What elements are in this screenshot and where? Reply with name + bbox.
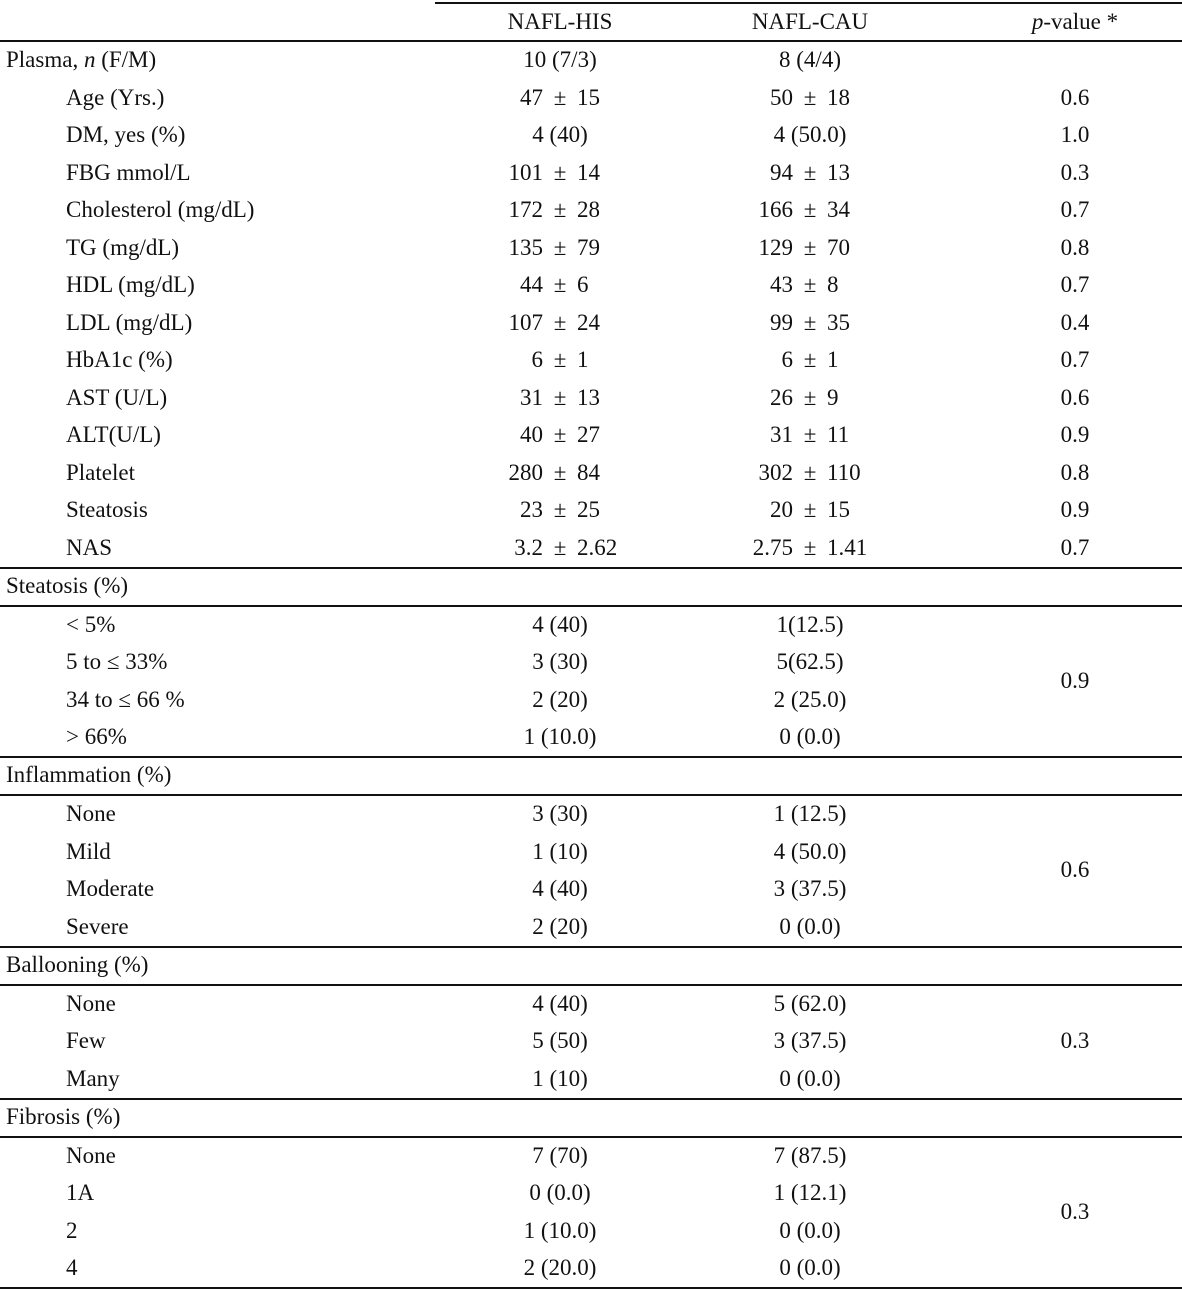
cau-value: 5 (62.0)	[773, 990, 847, 1016]
row-label: Moderate	[66, 876, 155, 901]
p-value: 0.9	[1060, 497, 1090, 522]
cau-value: 3 (37.5)	[773, 876, 847, 901]
header-p-value	[975, 9, 1175, 35]
mean-value: 135	[508, 234, 543, 260]
his-value: 1 (10.0)	[523, 724, 597, 749]
his-value: 4 (40)	[532, 611, 588, 637]
mean-value: 6	[531, 347, 543, 372]
cau-value: 4 (50.0)	[773, 122, 847, 147]
row-label: Severe	[66, 913, 129, 939]
cau-mean-sd	[660, 160, 960, 186]
plus-minus-symbol: ±	[553, 384, 567, 410]
row-label: NAS	[66, 534, 113, 560]
plus-minus-symbol: ±	[803, 347, 817, 372]
his-value: 2 (20.0)	[523, 1255, 597, 1280]
cau-value: 1 (12.5)	[773, 801, 847, 826]
sd-value: 34	[827, 197, 850, 222]
mean-value: 6	[781, 347, 793, 372]
header-nafl-cau: NAFL-CAU	[751, 9, 869, 34]
his-value: 1 (10)	[532, 838, 588, 864]
plus-minus-symbol: ±	[553, 347, 567, 372]
sd-value: 9	[827, 384, 839, 410]
his-value: 4 (40)	[532, 990, 588, 1016]
plus-minus-symbol: ±	[803, 234, 817, 260]
sd-value: 110	[827, 459, 861, 485]
cau-mean-sd	[660, 272, 960, 298]
row-label: LDL (mg/dL)	[66, 309, 193, 335]
p-italic: p	[1031, 9, 1044, 34]
his-value: 2 (20)	[532, 913, 588, 939]
cau-mean-sd	[660, 460, 960, 486]
mean-value: 172	[508, 197, 543, 222]
cau-value: 0 (0.0)	[779, 1065, 841, 1091]
plasma-prefix: Plasma,	[6, 47, 84, 72]
sd-value: 35	[827, 309, 850, 335]
row-label: HDL (mg/dL)	[66, 272, 195, 297]
plus-minus-symbol: ±	[553, 309, 567, 335]
plus-minus-symbol: ±	[803, 534, 817, 560]
row-label: 34 to ≤ 66 %	[66, 686, 185, 712]
row-label: FBG mmol/L	[66, 159, 191, 185]
cau-mean-sd	[660, 385, 960, 411]
plus-minus-symbol: ±	[553, 197, 567, 222]
cau-value: 5(62.5)	[776, 649, 844, 674]
row-label: Mild	[66, 838, 111, 864]
section-rule	[0, 946, 1182, 948]
row-label: Platelet	[66, 459, 135, 485]
row-label: None	[66, 1142, 116, 1168]
row-label: < 5%	[66, 611, 116, 637]
mean-value: 23	[520, 497, 543, 522]
plasma-label	[6, 47, 156, 73]
header-rule	[0, 40, 1182, 42]
plus-minus-symbol: ±	[553, 459, 567, 485]
plus-minus-symbol: ±	[553, 272, 567, 297]
plus-minus-symbol: ±	[803, 384, 817, 410]
sd-value: 1	[577, 347, 589, 372]
his-value: 3 (30)	[532, 801, 588, 826]
his-value: 1 (10)	[532, 1065, 588, 1091]
sd-value: 1	[827, 347, 839, 372]
sd-value: 27	[577, 422, 600, 447]
mean-value: 3.2	[514, 534, 543, 560]
mean-value: 101	[508, 159, 543, 185]
his-value: 7 (70)	[532, 1142, 588, 1168]
p-value: 0.8	[1060, 459, 1090, 485]
sd-value: 28	[577, 197, 600, 222]
row-label: Many	[66, 1065, 120, 1091]
p-value: 0.7	[1060, 197, 1090, 222]
mean-value: 107	[508, 309, 543, 335]
cau-value: 1 (12.1)	[773, 1180, 847, 1205]
sd-value: 1.41	[827, 534, 868, 560]
plus-minus-symbol: ±	[803, 272, 817, 297]
plasma-his: 10 (7/3)	[523, 47, 597, 72]
row-label: ALT(U/L)	[66, 422, 161, 447]
section-rule	[0, 756, 1182, 758]
header-nafl-his: NAFL-HIS	[507, 9, 613, 34]
mean-value: 40	[520, 422, 543, 447]
plus-minus-symbol: ±	[803, 197, 817, 222]
row-label: None	[66, 801, 116, 826]
p-value: 0.8	[1060, 234, 1090, 260]
his-value: 0 (0.0)	[529, 1180, 591, 1205]
sd-value: 24	[577, 309, 600, 335]
mean-value: 94	[770, 159, 793, 185]
plasma-cau: 8 (4/4)	[779, 47, 841, 72]
sd-value: 18	[827, 84, 850, 110]
p-value: 0.6	[1060, 384, 1090, 410]
section-header-rule	[0, 984, 1182, 986]
mean-value: 44	[520, 272, 543, 297]
section-rule	[0, 1098, 1182, 1100]
mean-value: 129	[758, 234, 793, 260]
plasma-n-italic: n	[83, 47, 96, 72]
row-label: DM, yes (%)	[66, 122, 186, 147]
plus-minus-symbol: ±	[803, 309, 817, 335]
plus-minus-symbol: ±	[803, 459, 817, 485]
p-value: 0.6	[1060, 84, 1090, 110]
cau-value: 3 (37.5)	[773, 1028, 847, 1053]
cau-value: 0 (0.0)	[779, 724, 841, 749]
his-value: 4 (40)	[532, 876, 588, 901]
sd-value: 11	[827, 422, 850, 447]
sd-value: 15	[577, 84, 600, 110]
mean-value: 99	[770, 309, 793, 335]
row-label: AST (U/L)	[66, 384, 168, 410]
row-label: Cholesterol (mg/dL)	[66, 197, 255, 222]
mean-value: 31	[520, 384, 543, 410]
plus-minus-symbol: ±	[803, 422, 817, 447]
plus-minus-symbol: ±	[803, 84, 817, 110]
sd-value: 15	[827, 497, 850, 522]
p-value-label: -value *	[1043, 9, 1119, 34]
section-p-value: 0.6	[1060, 857, 1090, 883]
cau-mean-sd	[660, 347, 960, 373]
mean-value: 166	[758, 197, 793, 222]
row-label: > 66%	[66, 724, 127, 749]
plus-minus-symbol: ±	[553, 534, 567, 560]
row-label: Few	[66, 1028, 106, 1053]
cau-mean-sd	[660, 310, 960, 336]
row-label: 5 to ≤ 33%	[66, 649, 168, 674]
cau-mean-sd	[660, 85, 960, 111]
mean-value: 31	[770, 422, 793, 447]
section-header-rule	[0, 605, 1182, 607]
cau-value: 2 (25.0)	[773, 686, 847, 712]
cau-mean-sd	[660, 497, 960, 523]
sd-value: 8	[827, 272, 839, 297]
his-value: 2 (20)	[532, 686, 588, 712]
plus-minus-symbol: ±	[803, 497, 817, 522]
p-value: 1.0	[1060, 122, 1090, 147]
section-p-value: 0.3	[1060, 1028, 1090, 1053]
cau-value: 7 (87.5)	[773, 1142, 847, 1168]
section-label: Fibrosis (%)	[6, 1103, 121, 1129]
his-value: 5 (50)	[532, 1028, 588, 1053]
section-rule	[0, 567, 1182, 569]
his-value: 1 (10.0)	[523, 1217, 597, 1243]
sd-value: 25	[577, 497, 600, 522]
section-p-value: 0.9	[1060, 667, 1090, 693]
row-label: HbA1c (%)	[66, 347, 173, 372]
row-label: 1A	[66, 1180, 95, 1205]
plus-minus-symbol: ±	[553, 497, 567, 522]
plus-minus-symbol: ±	[803, 159, 817, 185]
section-header-rule	[0, 794, 1182, 796]
his-value: 4 (40)	[532, 122, 588, 147]
section-p-value: 0.3	[1060, 1198, 1090, 1224]
his-value: 3 (30)	[532, 649, 588, 674]
sd-value: 6	[577, 272, 589, 297]
cau-value: 1(12.5)	[776, 611, 844, 637]
cau-mean-sd	[660, 535, 960, 561]
mean-value: 280	[508, 459, 543, 485]
row-label: TG (mg/dL)	[66, 234, 180, 260]
mean-value: 43	[770, 272, 793, 297]
cau-value: 0 (0.0)	[779, 1255, 841, 1280]
p-value: 0.3	[1060, 159, 1090, 185]
row-label: None	[66, 990, 116, 1016]
sd-value: 79	[577, 234, 600, 260]
sd-value: 13	[577, 384, 600, 410]
row-label: 4	[66, 1255, 78, 1280]
p-value: 0.7	[1060, 347, 1090, 372]
mean-value: 20	[770, 497, 793, 522]
section-header-rule	[0, 1136, 1182, 1138]
sd-value: 14	[577, 159, 600, 185]
p-value: 0.9	[1060, 422, 1090, 447]
row-label: Age (Yrs.)	[66, 84, 165, 110]
p-value: 0.4	[1060, 309, 1090, 335]
cau-value: 0 (0.0)	[779, 913, 841, 939]
p-value: 0.7	[1060, 534, 1090, 560]
cau-value: 0 (0.0)	[779, 1217, 841, 1243]
mean-value: 26	[770, 384, 793, 410]
section-label: Inflammation (%)	[6, 762, 172, 787]
plus-minus-symbol: ±	[553, 234, 567, 260]
plasma-suffix: (F/M)	[95, 47, 157, 72]
plus-minus-symbol: ±	[553, 159, 567, 185]
mean-value: 47	[520, 84, 543, 110]
section-label: Steatosis (%)	[6, 572, 129, 598]
cau-mean-sd	[660, 235, 960, 261]
plus-minus-symbol: ±	[553, 84, 567, 110]
mean-value: 302	[758, 459, 793, 485]
row-label: Steatosis	[66, 497, 148, 522]
mean-value: 2.75	[752, 534, 793, 560]
sd-value: 70	[827, 234, 850, 260]
sd-value: 2.62	[577, 534, 618, 560]
top-rule	[435, 2, 1182, 4]
cau-mean-sd	[660, 197, 960, 223]
sd-value: 13	[827, 159, 850, 185]
section-label: Ballooning (%)	[6, 951, 149, 977]
plus-minus-symbol: ±	[553, 422, 567, 447]
sd-value: 84	[577, 459, 600, 485]
mean-value: 50	[770, 84, 793, 110]
cau-value: 4 (50.0)	[773, 838, 847, 864]
cau-mean-sd	[660, 422, 960, 448]
p-value: 0.7	[1060, 272, 1090, 297]
row-label: 2	[66, 1217, 78, 1243]
